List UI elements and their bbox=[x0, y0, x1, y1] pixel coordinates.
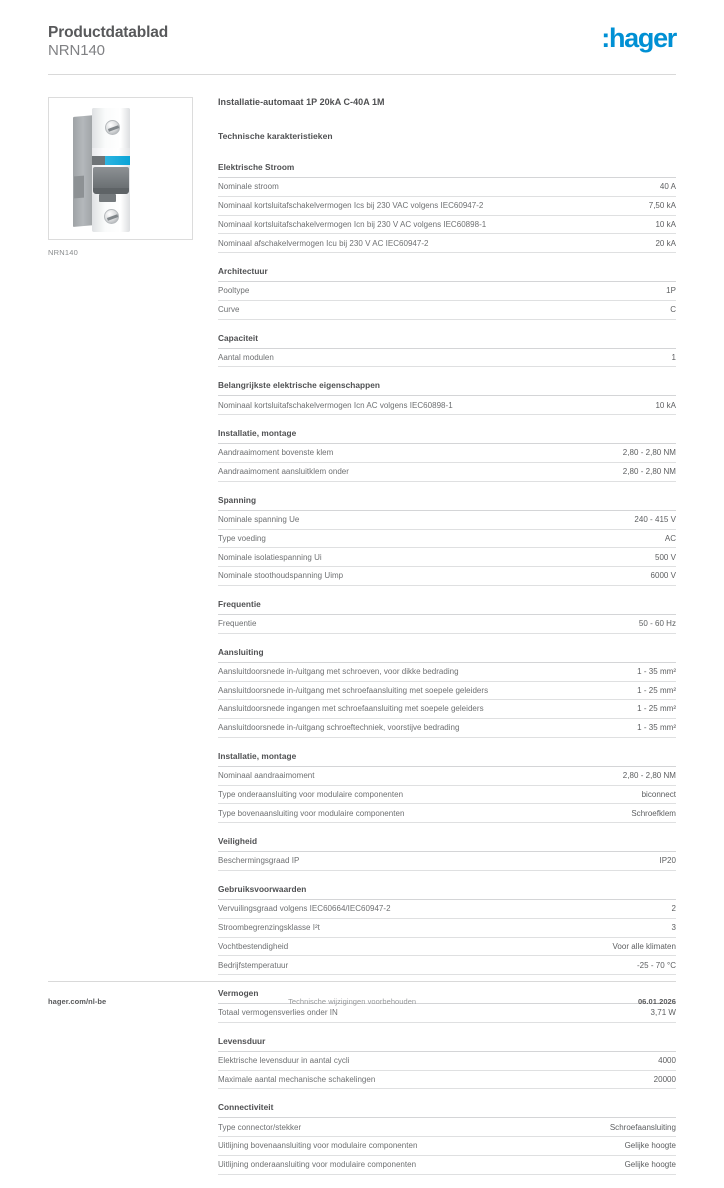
spec-value: Gelijke hoogte bbox=[624, 1160, 676, 1170]
spec-group-title: Elektrische Stroom bbox=[218, 162, 676, 178]
spec-value: 2 bbox=[671, 904, 676, 914]
spec-row bbox=[218, 178, 676, 197]
spec-row bbox=[218, 700, 676, 719]
spec-label: Maximale aantal mechanische schakelingen bbox=[218, 1074, 376, 1084]
spec-group-title: Vermogen bbox=[218, 988, 676, 1004]
spec-label: Type voeding bbox=[218, 533, 266, 543]
spec-value: 1P bbox=[666, 286, 676, 296]
page-title: Productdatablad bbox=[48, 24, 169, 41]
terminal-screw-top-icon bbox=[105, 120, 120, 135]
spec-label: Aandraaimoment bovenste klem bbox=[218, 448, 334, 458]
spec-row bbox=[218, 282, 676, 301]
footer-date: 06.01.2026 bbox=[637, 997, 676, 1006]
spec-row bbox=[218, 1137, 676, 1156]
spec-label: Vervuilingsgraad volgens IEC60664/IEC60947-2 bbox=[218, 904, 391, 914]
spec-label: Nominale isolatiespanning Ui bbox=[218, 552, 322, 562]
spec-row bbox=[218, 511, 676, 530]
spec-value: 4000 bbox=[658, 1056, 676, 1066]
spec-label: Nominaal afschakelvermogen Icu bij 230 V AC IEC60947-2 bbox=[218, 238, 429, 248]
spec-row bbox=[218, 197, 676, 216]
spec-group bbox=[218, 380, 676, 415]
spec-row bbox=[218, 1118, 676, 1137]
spec-group bbox=[218, 162, 676, 253]
spec-group bbox=[218, 599, 676, 634]
spec-label: Nominaal kortsluitafschakelvermogen Icn AC volgens IEC60898-1 bbox=[218, 400, 453, 410]
breaker-status-window bbox=[99, 194, 116, 202]
spec-label: Nominaal kortsluitafschakelvermogen Icn bij 230 V AC volgens IEC60898-1 bbox=[218, 219, 487, 229]
spec-label: Nominale spanning Ue bbox=[218, 515, 300, 524]
spec-value: AC bbox=[664, 533, 676, 543]
technical-characteristics-heading: Technische karakteristieken bbox=[218, 131, 333, 141]
spec-group bbox=[218, 836, 676, 871]
spec-group bbox=[218, 884, 676, 975]
spec-value: 1 - 35 mm² bbox=[637, 666, 676, 676]
page-subtitle-product-ref: NRN140 bbox=[48, 42, 105, 59]
spec-value: Schroefaansluiting bbox=[609, 1122, 676, 1132]
product-image-column bbox=[48, 97, 196, 257]
spec-row bbox=[218, 301, 676, 320]
spec-group-title: Installatie, montage bbox=[218, 751, 676, 767]
spec-row bbox=[218, 444, 676, 463]
spec-label: Type onderaansluiting voor modulaire componenten bbox=[218, 789, 404, 799]
spec-group bbox=[218, 647, 676, 738]
spec-label: Nominaal kortsluitafschakelvermogen Ics bij 230 VAC volgens IEC60947-2 bbox=[218, 200, 484, 210]
spec-label: Pooltype bbox=[218, 286, 250, 296]
spec-value: -25 - 70 °C bbox=[637, 960, 676, 970]
footer-divider bbox=[48, 981, 676, 982]
spec-value: C bbox=[670, 305, 676, 315]
spec-value: 3 bbox=[671, 922, 676, 932]
spec-row bbox=[218, 1156, 676, 1175]
spec-value: 3,71 W bbox=[650, 1008, 676, 1018]
spec-group bbox=[218, 1036, 676, 1090]
page-header bbox=[0, 0, 724, 62]
spec-row bbox=[218, 900, 676, 919]
spec-row bbox=[218, 938, 676, 957]
spec-group bbox=[218, 428, 676, 482]
spec-value: 40 A bbox=[659, 182, 676, 192]
header-titles bbox=[48, 22, 168, 60]
spec-label: Type connector/stekker bbox=[218, 1122, 302, 1132]
spec-row bbox=[218, 1052, 676, 1071]
spec-group-title: Aansluiting bbox=[218, 647, 676, 663]
spec-row bbox=[218, 786, 676, 805]
terminal-screw-bottom-icon bbox=[104, 209, 119, 224]
hager-logo: :hager bbox=[601, 23, 676, 53]
spec-value: 50 - 60 Hz bbox=[638, 619, 676, 629]
spec-value: Schroefklem bbox=[631, 808, 676, 818]
product-image-frame bbox=[48, 97, 193, 240]
spec-label: Aandraaimoment aansluitklem onder bbox=[218, 467, 349, 477]
spec-row bbox=[218, 615, 676, 634]
spec-value: 1 - 35 mm² bbox=[637, 723, 676, 733]
spec-label: Bedrijfstemperatuur bbox=[218, 960, 289, 970]
spec-label: Nominale stroom bbox=[218, 182, 279, 192]
spec-value: 1 - 25 mm² bbox=[637, 704, 676, 714]
footer-website-link[interactable]: hager.com/nl-be bbox=[48, 997, 107, 1006]
page-body bbox=[0, 75, 724, 1188]
spec-groups-container bbox=[218, 162, 676, 1175]
spec-group bbox=[218, 751, 676, 823]
page-footer bbox=[48, 997, 676, 1006]
spec-value: 500 V bbox=[654, 552, 676, 562]
spec-row bbox=[218, 234, 676, 253]
spec-value: 20000 bbox=[653, 1074, 676, 1084]
spec-label: Nominale stoothoudspanning Uimp bbox=[218, 571, 344, 581]
spec-value: 10 kA bbox=[655, 400, 676, 410]
spec-row bbox=[218, 1004, 676, 1023]
spec-label: Uitlijning bovenaansluiting voor modulaire componenten bbox=[218, 1141, 418, 1151]
spec-group-title: Spanning bbox=[218, 495, 676, 511]
spec-row bbox=[218, 767, 676, 786]
spec-value: 10 kA bbox=[655, 219, 676, 229]
spec-group bbox=[218, 495, 676, 586]
spec-group-title: Installatie, montage bbox=[218, 428, 676, 444]
spec-row bbox=[218, 216, 676, 235]
spec-group-title: Architectuur bbox=[218, 266, 676, 282]
spec-label: Curve bbox=[218, 305, 240, 315]
spec-row bbox=[218, 804, 676, 823]
spec-value: Gelijke hoogte bbox=[624, 1141, 676, 1151]
spec-group bbox=[218, 1102, 676, 1174]
spec-row bbox=[218, 919, 676, 938]
spec-row bbox=[218, 396, 676, 415]
spec-value: 1 bbox=[671, 352, 676, 362]
spec-row bbox=[218, 567, 676, 586]
spec-row bbox=[218, 349, 676, 368]
spec-value: IP20 bbox=[659, 856, 676, 866]
spec-group-title: Capaciteit bbox=[218, 333, 676, 349]
spec-group bbox=[218, 266, 676, 320]
spec-label: Stroombegrenzingsklasse I²t bbox=[218, 922, 320, 932]
spec-label: Type bovenaansluiting voor modulaire componenten bbox=[218, 808, 405, 818]
spec-value: 2,80 - 2,80 NM bbox=[622, 771, 676, 781]
footer-disclaimer: Technische wijzigingen voorbehouden bbox=[288, 997, 417, 1006]
spec-row bbox=[218, 663, 676, 682]
spec-label: Beschermingsgraad IP bbox=[218, 856, 300, 866]
spec-label: Totaal vermogensverlies onder IN bbox=[218, 1008, 338, 1018]
spec-label: Aansluitdoorsnede ingangen met schroefaansluiting met soepele geleiders bbox=[218, 704, 484, 714]
spec-value: 7,50 kA bbox=[648, 200, 676, 210]
product-image-caption: NRN140 bbox=[48, 248, 78, 257]
spec-label: Uitlijning onderaansluiting voor modulaire componenten bbox=[218, 1160, 417, 1170]
spec-group-title: Levensduur bbox=[218, 1036, 676, 1052]
spec-label: Aansluitdoorsnede in-/uitgang schroeftechniek, voorstijve bedrading bbox=[218, 723, 460, 733]
circuit-breaker-image bbox=[73, 108, 139, 232]
spec-value: 2,80 - 2,80 NM bbox=[622, 467, 676, 477]
spec-value: 240 - 415 V bbox=[634, 515, 676, 524]
spec-label: Aansluitdoorsnede in-/uitgang met schroeven, voor dikke bedrading bbox=[218, 666, 459, 676]
spec-row bbox=[218, 682, 676, 701]
spec-value: 1 - 25 mm² bbox=[637, 685, 676, 695]
spec-value: 6000 V bbox=[650, 571, 676, 581]
spec-row bbox=[218, 463, 676, 482]
spec-row bbox=[218, 548, 676, 567]
spec-group-title: Connectiviteit bbox=[218, 1102, 676, 1118]
spec-value: biconnect bbox=[641, 789, 676, 799]
spec-label: Vochtbestendigheid bbox=[218, 941, 289, 951]
spec-row bbox=[218, 719, 676, 738]
product-name: Installatie-automaat 1P 20kA C-40A 1M bbox=[218, 97, 385, 107]
spec-row bbox=[218, 956, 676, 975]
spec-label: Aantal modulen bbox=[218, 352, 274, 362]
spec-group-title: Gebruiksvoorwaarden bbox=[218, 884, 676, 900]
spec-row bbox=[218, 1071, 676, 1090]
spec-label: Elektrische levensduur in aantal cycli bbox=[218, 1056, 350, 1066]
breaker-strip-shadow bbox=[92, 156, 105, 165]
spec-value: 20 kA bbox=[655, 238, 676, 248]
spec-group-title: Frequentie bbox=[218, 599, 676, 615]
spec-column bbox=[196, 97, 676, 1188]
spec-group bbox=[218, 333, 676, 368]
breaker-side-notch bbox=[74, 176, 84, 199]
spec-value: 2,80 - 2,80 NM bbox=[622, 448, 676, 458]
spec-label: Nominaal aandraaimoment bbox=[218, 771, 315, 781]
spec-label: Frequentie bbox=[218, 619, 257, 629]
spec-row bbox=[218, 530, 676, 549]
spec-group-title: Belangrijkste elektrische eigenschappen bbox=[218, 380, 676, 396]
spec-group-title: Veiligheid bbox=[218, 836, 676, 852]
spec-value: Voor alle klimaten bbox=[612, 941, 676, 951]
spec-label: Aansluitdoorsnede in-/uitgang met schroefaansluiting met soepele geleiders bbox=[218, 685, 489, 695]
spec-row bbox=[218, 852, 676, 871]
